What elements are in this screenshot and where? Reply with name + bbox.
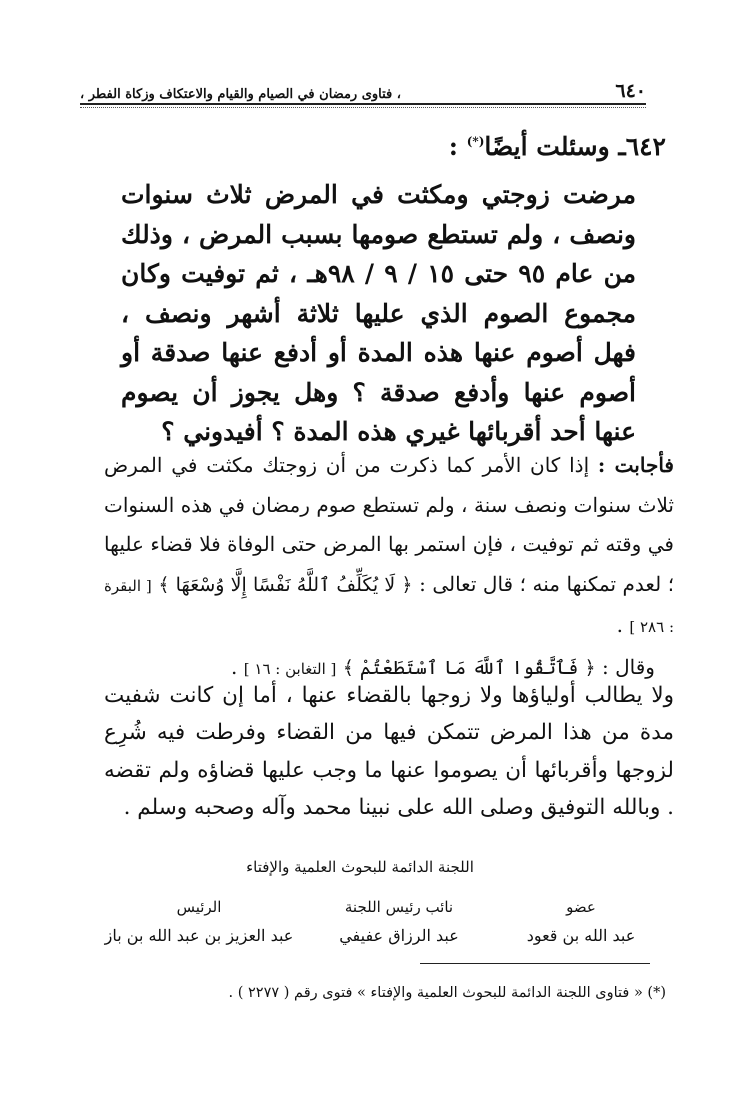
quote-2-intro: وقال :: [601, 654, 655, 679]
answer-conclusion: ولا يطالب أولياؤها ولا زوجها بالقضاء عنها ، أما إن كانت شفيت مدة من هذا المرض تتمكن فيها من القضاء وفرطت فيه شُرِع لزوجها وأقربائها أن يصوموا عنها ما وجب عليها قضاؤه ولم تقضه . وبالله التوفيق وصلى الله على نبينا محمد وآله وصحبه وسلم .: [104, 683, 674, 820]
quran-ref-1: [ البقرة : ٢٨٦ ]: [104, 576, 674, 636]
head-role: الرئيس: [176, 898, 222, 916]
quran-verse-1: ﴿ لَا يُكَلِّفُ ٱللَّهُ نَفْسًا إِلَّا وُسْعَهَا ﴾: [158, 573, 413, 596]
question-text: مرضت زوجتي ومكثت في المرض ثلاث سنوات ونصف ، ولم تستطع صومها بسبب المرض ، وذلك من عام ٩٥ حتى ١٥ / ٩ / ٩٨هـ ، ثم توفيت وكان مجموع الصوم الذي عليها ثلاثة أشهر ونصف ، فهل أصوم عنها هذه المدة أو أدفع عنها صدقة أو أصوم عنها وأدفع صدقة ؟ وهل يجوز أن يصوم عنها أحد أقربائها غيري هذه المدة ؟ أفيدوني ؟: [121, 180, 636, 446]
page-number: ٦٤٠: [615, 80, 646, 102]
footnote-marker: (*): [466, 134, 485, 149]
page-header: [80, 76, 646, 102]
running-title: ، فتاوى رمضان في الصيام والقيام والاعتكاف وزكاة الفطر ،: [80, 87, 401, 102]
header-dotted-rule: [80, 107, 646, 108]
head-name: عبد العزيز بن عبد الله بن باز: [104, 926, 294, 945]
quote-1-intro: قال تعالى :: [419, 571, 514, 596]
answer-text: إذا كان الأمر كما ذكرت من أن زوجتك مكثت في المرض ثلاث سنوات ونصف سنة ، ولم تستطع صوم رمضان في هذه السنوات في وقته ثم توفيت ، فإن استمر بها المرض حتى الوفاة فلا قضاء عليها ؛ لعدم تمكنها منه ؛: [104, 453, 675, 596]
signature-member: [506, 893, 656, 951]
member-role: عضو: [566, 898, 596, 916]
footnote-rule: [420, 963, 650, 964]
quran-ref-2: [ التغابن : ١٦ ]: [243, 659, 337, 678]
signature-deputy: [309, 893, 489, 951]
footnote: (*) « فتاوى اللجنة الدائمة للبحوث العلمية والإفتاء » فتوى رقم ( ٢٢٧٧ ) .: [228, 985, 666, 1001]
quran-verse-2: ﴿ فَٱتَّقُوا ٱللَّهَ مَا ٱسْتَطَعْتُمْ ﴾: [342, 656, 596, 679]
signature-head: [94, 893, 304, 951]
question-number-title: ٦٤٢ـ وسئلت أيضًا: [484, 132, 666, 161]
answer-body: فأجابت : إذا كان الأمر كما ذكرت من أن زوجتك مكثت في المرض ثلاث سنوات ونصف سنة ، ولم تستطع صوم رمضان في هذه السنوات في وقته ثم توفيت ، فإن استمر بها المرض حتى الوفاة فلا قضاء عليها ؛ لعدم تمكنها منه ؛ قال تعالى : ﴿ لَا يُكَلِّفُ ٱللَّهُ نَفْسًا إِلَّا وُسْعَهَا ﴾ [ البقرة : ٢٨٦ ] . وقال : ﴿ فَٱتَّقُوا ٱللَّهَ مَا ٱسْتَطَعْتُمْ ﴾ [ التغابن : ١٦ ] .: [104, 453, 675, 679]
deputy-name: عبد الرزاق عفيفي: [339, 926, 459, 945]
header-rule: [80, 103, 646, 105]
deputy-role: نائب رئيس اللجنة: [344, 898, 454, 916]
question-heading: [449, 132, 666, 161]
answer-lead: فأجابت :: [597, 453, 674, 477]
committee-name: اللجنة الدائمة للبحوث العلمية والإفتاء: [246, 858, 474, 876]
heading-colon: :: [448, 132, 459, 161]
member-name: عبد الله بن قعود: [526, 926, 636, 945]
